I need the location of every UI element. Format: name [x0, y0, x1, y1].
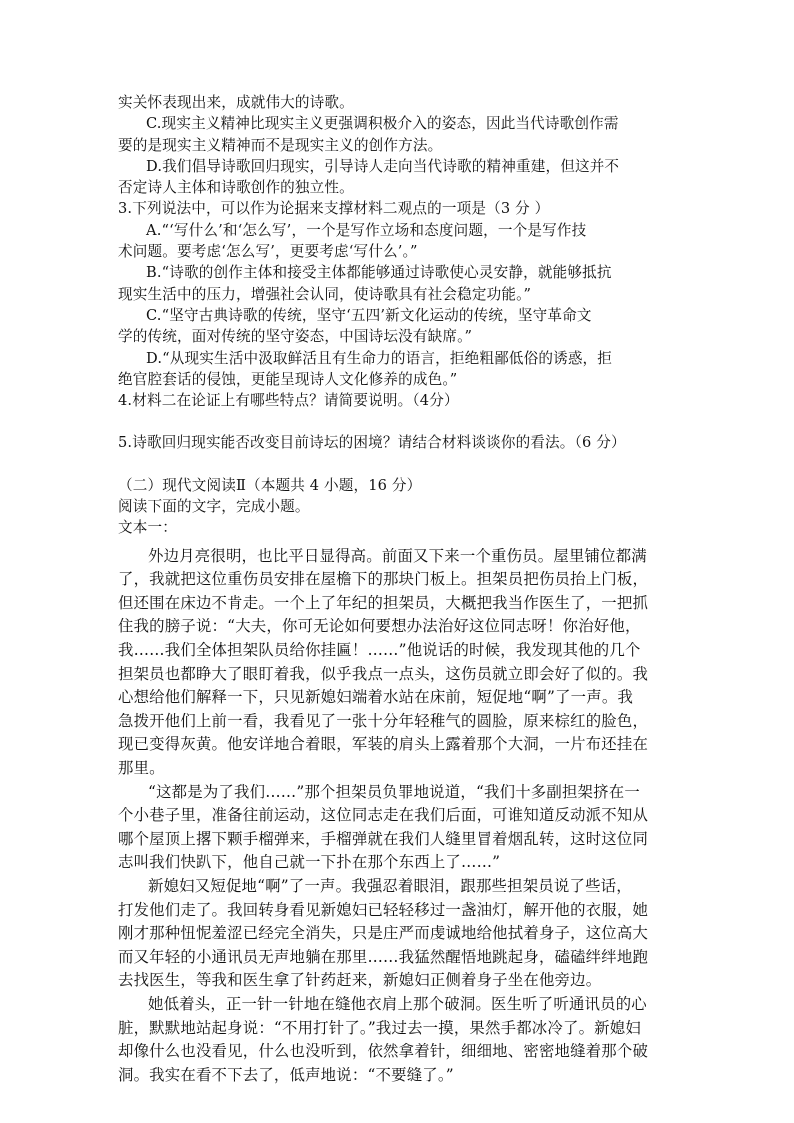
paragraph-line: 刚才那种忸怩羞涩已经完全消失，只是庄严而虔诚地给他拭着身子，这位高大	[118, 924, 649, 943]
option-c-line: C.现实主义精神比现实主义更强调积极介入的姿态，因此当代诗歌创作需	[146, 115, 619, 133]
option-d-line: D.我们倡导诗歌回归现实，引导诗人走向当代诗歌的精神重建，但这并不	[146, 157, 620, 175]
paragraph-line: 却像什么也没看见，什么也没听到，依然拿着针，细细地、密密地缝着那个破	[118, 1042, 649, 1061]
text-line: 术问题。要考虑‘怎么写’，更要考虑‘写什么’。”	[118, 243, 418, 261]
document-page	[118, 92, 678, 1087]
paragraph-line: 住我的膀子说：“大夫，你可无论如何要想办法治好这位同志呀！你治好他，	[118, 617, 641, 636]
paragraph-line: 哪个屋顶上撂下颗手榴弹来，手榴弹就在我们人缝里冒着烟乱转，这时这位同	[118, 829, 649, 848]
option-d-line: D.“从现实生活中汲取鲜活且有生命力的语言，拒绝粗鄙低俗的诱惑，拒	[146, 349, 613, 367]
paragraph-line: 而又年轻的小通讯员无声地躺在那里……我猛然醒悟地跳起身，磕磕绊绊地跑	[118, 947, 649, 966]
text-line: 否定诗人主体和诗歌创作的独立性。	[118, 179, 354, 197]
text-line: 实关怀表现出来，成就伟大的诗歌。	[118, 94, 354, 111]
paragraph-line: 我……我们全体担架队员给你挂匾！……”他说话的时候，我发现其他的几个	[118, 641, 641, 660]
question-5: 5.诗歌回归现实能否改变目前诗坛的困境？请结合材料谈谈你的看法。（6 分）	[118, 434, 626, 452]
section-heading: （二）现代文阅读Ⅱ（本题共 4 小题，16 分）	[118, 476, 422, 494]
option-b-line: B.“诗歌的创作主体和接受主体都能够通过诗歌使心灵安静，就能够抵抗	[146, 264, 612, 282]
paragraph-line: 个小巷子里，准备往前运动，这位同志走在我们后面，可谁知道反动派不知从	[118, 806, 649, 825]
paragraph-line: 打发他们走了。我回转身看见新媳妇已轻轻移过一盏油灯，解开他的衣服，她	[118, 900, 649, 919]
paragraph-line: 新媳妇又短促地“啊”了一声。我强忍着眼泪，跟那些担架员说了些话，	[148, 876, 632, 895]
text-line: 要的是现实主义精神而不是现实主义的创作方法。	[118, 136, 443, 154]
text-line: 绝官腔套话的侵蚀，更能呈现诗人文化修养的成色。”	[118, 370, 458, 388]
paragraph-line: 外边月亮很明，也比平日显得高。前面又下来一个重伤员。屋里铺位都满	[148, 546, 647, 565]
paragraph-line: 志叫我们快趴下，他自己就一下扑在那个东西上了……”	[118, 853, 501, 872]
paragraph-line: 她低着头，正一针一针地在缝他衣肩上那个破洞。医生听了听通讯员的心	[148, 994, 647, 1013]
question-3: 3.下列说法中，可以作为论据来支撑材料二观点的一项是（3 分 ）	[118, 200, 550, 218]
paragraph-line: 那里。	[118, 758, 165, 777]
paragraph-line: 心想给他们解释一下，只见新媳妇端着水站在床前，短促地“啊”了一声。我	[118, 688, 634, 707]
paragraph-line: 了，我就把这位重伤员安排在屋檐下的那块门板上。担架员把伤员抬上门板，	[118, 570, 649, 589]
option-c-line: C.“坚守古典诗歌的传统，坚守‘五四’新文化运动的传统，坚守革命文	[146, 306, 592, 324]
paragraph-line: 担架员也都睁大了眼盯着我，似乎我点一点头，这伤员就立即会好了似的。我	[118, 664, 649, 683]
instruction-line: 阅读下面的文字，完成小题。	[118, 498, 310, 516]
paragraph-line: 现已变得灰黄。他安详地合着眼，军装的肩头上露着那个大洞，一片布还挂在	[118, 735, 649, 754]
text-label: 文本一：	[118, 519, 177, 537]
paragraph-line: 但还围在床边不肯走。一个上了年纪的担架员，大概把我当作医生了，一把抓	[118, 593, 649, 612]
story-text	[118, 539, 678, 1088]
text-line: 学的传统，面对传统的坚守姿态，中国诗坛没有缺席。”	[118, 328, 473, 346]
option-a-line: A.“‘写什么’和‘怎么写’，一个是写作立场和态度问题，一个是写作技	[146, 221, 587, 239]
paragraph-line: “这都是为了我们……”那个担架员负罪地说道，“我们十多副担架挤在一	[148, 782, 640, 801]
paragraph-line: 脏，默默地站起身说：“不用打针了。”我过去一摸，果然手都冰冷了。新媳妇	[118, 1018, 641, 1037]
paragraph-line: 洞。我实在看不下去了，低声地说：“不要缝了。”	[118, 1065, 454, 1084]
text-line: 现实生活中的压力，增强社会认同，使诗歌具有社会稳定功能。”	[118, 285, 532, 303]
paragraph-line: 急拨开他们上前一看，我看见了一张十分年轻稚气的圆脸，原来棕红的脸色，	[118, 711, 649, 730]
question-4: 4.材料二在论证上有哪些特点？请简要说明。（4分）	[118, 392, 459, 410]
question-section	[118, 92, 678, 539]
paragraph-line: 去找医生，等我和医生拿了针药赶来，新媳妇正侧着身子坐在他旁边。	[118, 971, 602, 990]
